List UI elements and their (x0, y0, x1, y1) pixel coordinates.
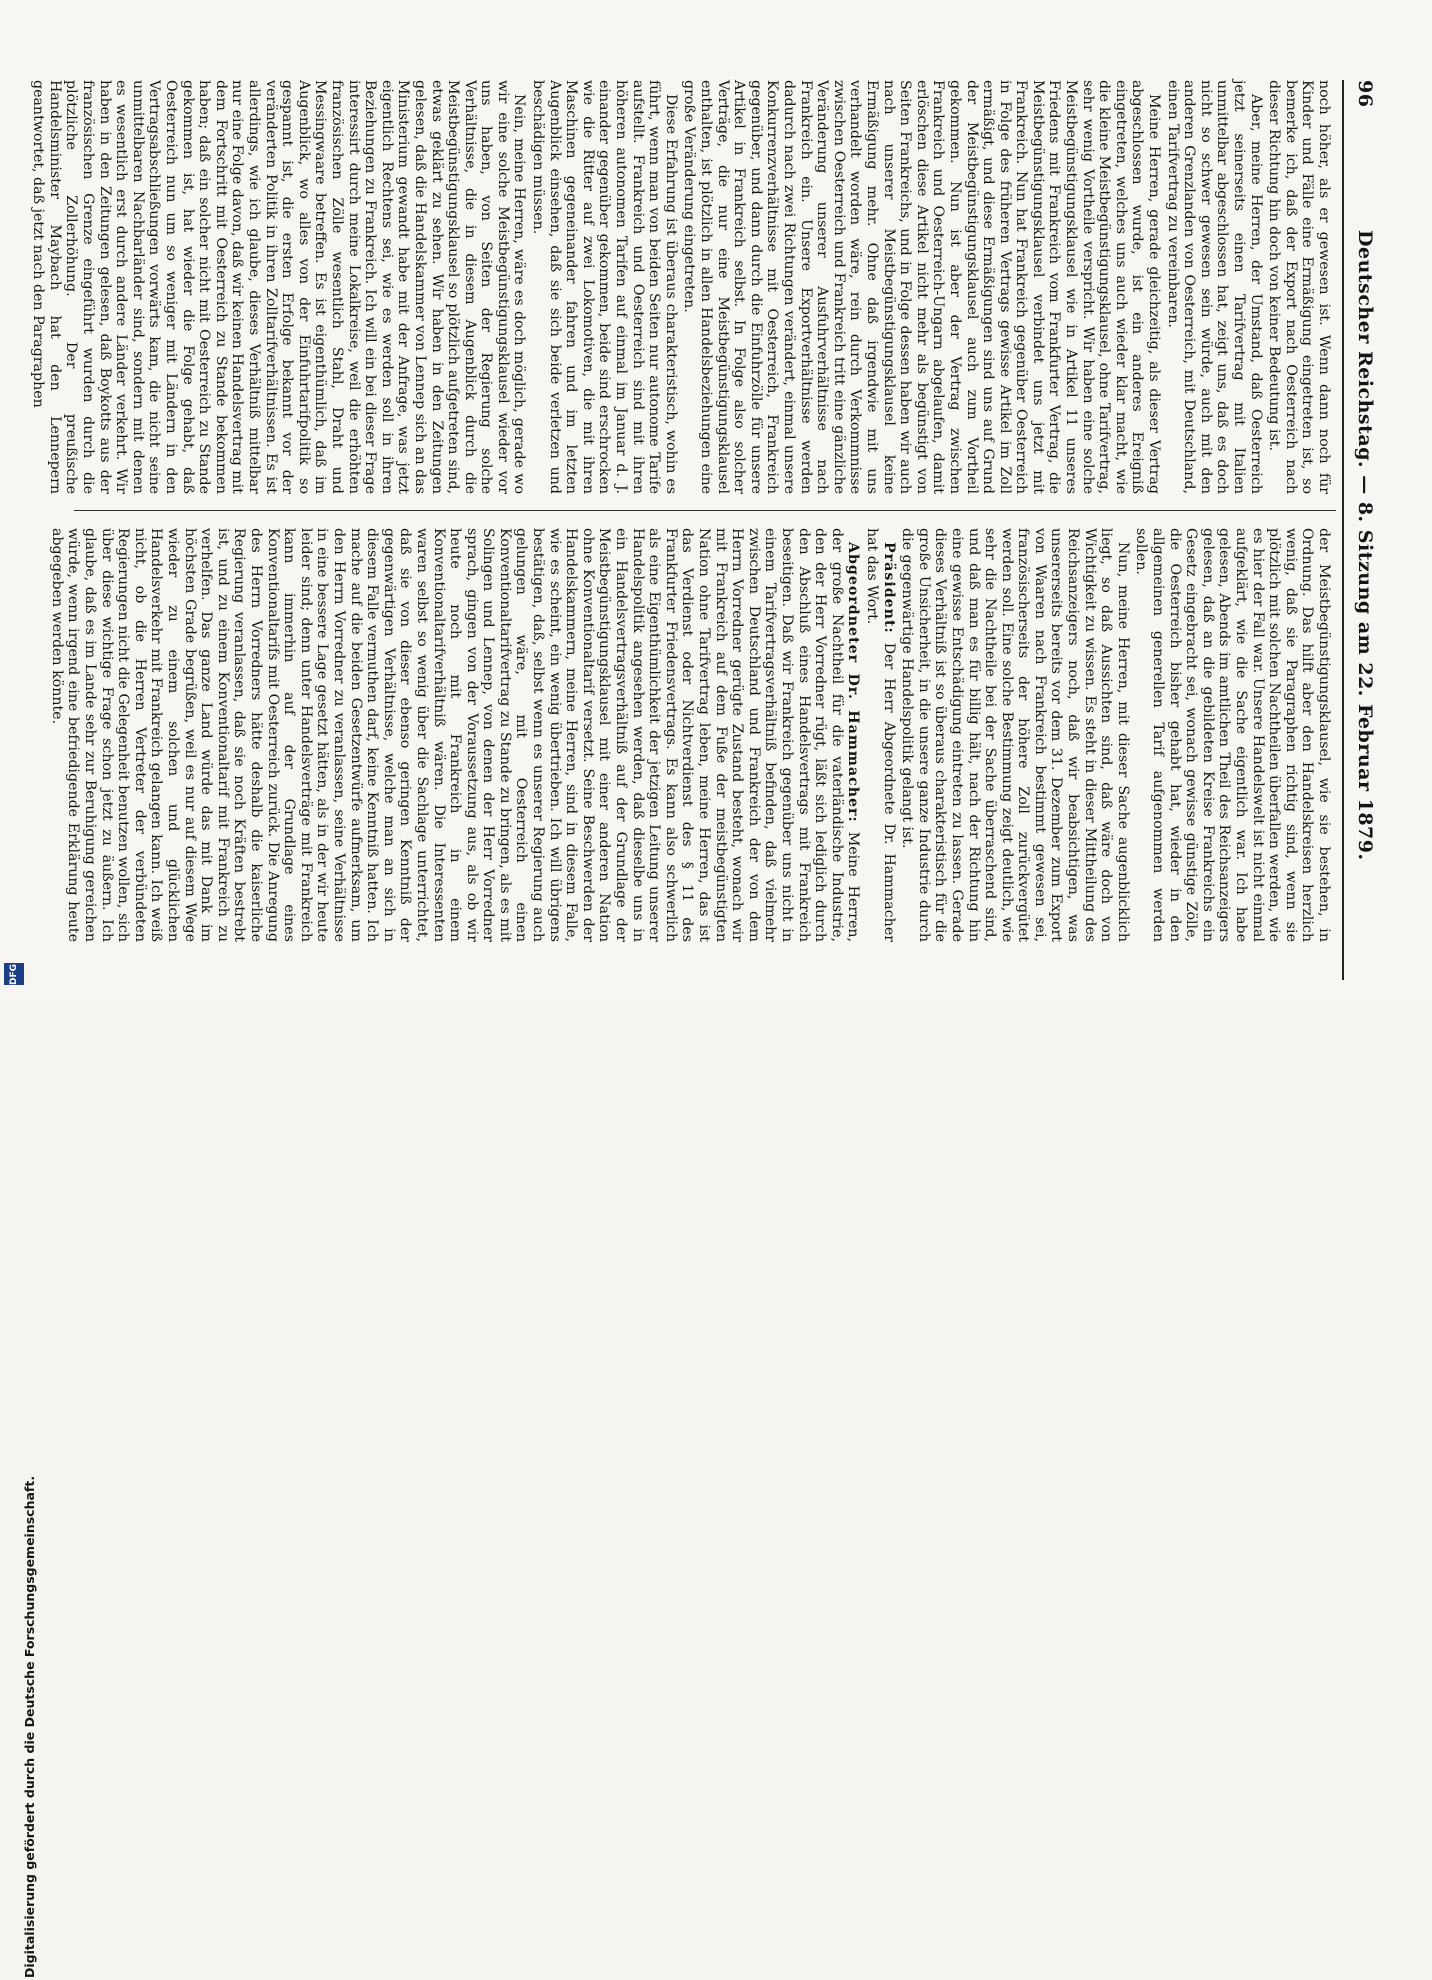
column-separator (74, 510, 1336, 511)
page-header (1346, 80, 1380, 980)
paragraph: Nein, meine Herren, wäre es doch möglich, gerade wo wir eine solche Meistbegünstigungsklausel wieder vor uns haben, von Seiten der Regierung solche Verhältnisse, die in diesem Augenblick durch die Meistbegünstigungsklausel so plötzlich aufgetreten sind, etwas geklärt zu sehen. Wir haben in den Zeitungen gelesen, daß die Handelskammer von Lennep sich an das Ministerium gewandt habe mit der Anfrage, was jetzt eigentlich Rechtens sei, wie es werden soll in ihren Beziehungen zu Frankreich. Ich will ein bei dieser Frage interessirt durch meine Lokalkreise, weil die erhöhten französischen Zölle wesentlich Stahl, Draht und Messingwaare betreffen. Es ist eigenthümlich, daß im Augenblick, wo alles von der Einfuhrtarifpolitik so gespannt ist, die ersten Erfolge bekannt vor der veränderten Politik in ihren Zolltarifverhältnissen. Es ist allerdings, wie ich glaube, dieses Verhältniß mittelbar nur eine Folge davon, daß wir keinen Handelsvertrag mit dem Fortschritt mit Oesterreich zu Stande bekommen haben; daß ein solcher nicht mit Oesterreich zu Stande gekommen ist, hat wieder die Folge gehabt, daß Oesterreich nun um so weniger mit Ländern in den Vertragsabschließungen vorwärts kam, die nicht seine unmittelbaren Nachbarländer sind, sondern mit denen es wesentlich erst durch andere Länder verkehrt. Wir haben in den Zeitungen gelesen, daß Boykotts aus der französischen Grenze eingeführt wurden durch die plötzliche Zollerhöhung. Der preußische Handelsminister Maybach hat den Lennepern geantwortet, daß jetzt nach den Paragraphen (30, 80, 528, 494)
right-column (48, 528, 1332, 942)
funding-note (2, 980, 37, 1980)
dfg-logo-icon: DFG (4, 963, 24, 985)
paragraph: der Meistbegünstigungsklausel, wie sie bestehen, in Ordnung. Das hilft aber den Handelskreisen herzlich wenig, daß sie Paragraphen richtig sind, wenn sie plötzlich mit solchen Nachtheilen überfallen werden, wie es hier der Fall war. Unsere Handelswelt ist nicht einmal aufgeklärt, wie die Sache eigentlich war. Ich habe gelesen, Abends im amtlichen Theil des Reichsanzeigers gelesen, daß an die gebildeten Kreise Frankreichs ein Gesetz eingebracht sei, wonach gewisse günstige Zölle, die Oesterreich bisher gehabt hat, wieder in den allgemeinen generellen Tarif aufgenommen werden sollen. (1133, 528, 1332, 942)
speaker-paragraph-hammacher (48, 528, 861, 942)
header-rule (1342, 80, 1344, 980)
running-title: Deutscher Reichstag. — 8. Sitzung am 22. Februar 1879. (1354, 230, 1376, 861)
left-column (30, 80, 1332, 494)
speaker-text: Der Herr Abgeordnete Dr. Hammacher hat das Wort. (863, 528, 897, 942)
funding-text: Digitalisierung gefördert durch die Deutsche Forschungsgemeinschaft. (22, 1475, 37, 1978)
rotated-page-content (30, 80, 1380, 980)
speaker-paragraph-praesident (863, 528, 896, 942)
paragraph: Aber, meine Herren, der Umstand, daß Oesterreich jetzt seinerseits einen Tarifvertrag mit Italien unmittelbar abgeschlossen hat, zeigt uns, daß es doch nicht so schwer gewesen sein würde, auch mit den anderen Grenzlanden von Oesterreich, mit Deutschland, einen Tarifvertrag zu vereinbaren. (1164, 80, 1264, 494)
speaker-label: Abgeordneter Dr. Hammacher: (845, 542, 862, 823)
paragraph: Diese Erfahrung ist überaus charakteristisch, wohin es führt, wenn man von beiden Seiten nur autonome Tarife aufstellt. Frankreich und Oesterreich sind mit ihren höheren autonomen Tarifen auf einmal im Januar d. J. einander gegenüber gekommen, beide sind erschrocken wie die Ritter auf zwei Lokomotiven, die mit ihren Maschinen gegeneinander fahren und im letzten Augenblick einsehen, daß sie sich beide verletzen und beschädigen müssen. (530, 80, 679, 494)
paragraph: Meine Herren, gerade gleichzeitig, als dieser Vertrag abgeschlossen wurde, ist ein anderes Ereigniß eingetreten, welches uns auch wieder klar macht, wie die kleine Meistbegünstigungsklausel, ohne Tarifvertrag, sehr wenig Vortheile verspricht. Wir haben eine solche Meistbegünstigungsklausel wie in Artikel 11 unseres Friedens mit Frankreich vom Frankfurter Vertrag, die Meistbegünstigungsklausel verbindet uns jetzt mit Frankreich. Nun hat Frankreich gegenüber Oesterreich in Folge des früheren Vertrags gewisse Artikel im Zoll ermäßigt, und diese Ermäßigungen sind uns auf Grund der Meistbegünstigungsklausel auch zum Vortheil gekommen. Nun ist aber der Vertrag zwischen Frankreich und Oesterreich-Ungarn abgelaufen, damit erlöschen diese Artikel nicht mehr als begünstigt von Seiten Frankreichs, und in Folge dessen haben wir auch nach unserer Meistbegünstigungsklausel keine Ermäßigung mehr. Ohne daß irgendwie mit uns verhandelt worden wäre, rein durch Verkommnisse zwischen Oesterreich und Frankreich tritt eine gänzliche Veränderung unserer Ausfuhrverhältnisse nach Frankreich ein. Unsere Exportverhältnisse werden dadurch nach zwei Richtungen verändert, einmal unsere Konkurrenzverhältnisse mit Oesterreich, Frankreich gegenüber, und dann durch die Einfuhrzölle für unsere Artikel in Frankreich selbst. In Folge also solcher Verträge, die nur eine Meistbegünstigungsklausel enthalten, ist plötzlich in allen Handelsbeziehungen eine große Veränderung eingetreten. (681, 80, 1163, 494)
page-number: 96 (1354, 80, 1376, 108)
paragraph: noch höher, als er gewesen ist. Wenn dann noch für Kinder und Fälle eine Ermäßigung eingetreten ist, so bemerke ich, daß der Export nach Oesterreich nach dieser Richtung hin doch von keiner Bedeutung ist. (1266, 80, 1332, 494)
paragraph: Nun, meine Herren, mit dieser Sache augenblicklich liegt, so daß Aussichten sind, daß wäre doch von Wichtigkeit zu wissen. Es steht in dieser Mittheilung des Reichsanzeigers noch, daß wir beabsichtigen, was unsererseits bereits vor dem 31. Dezember zum Export von Waaren nach Frankreich bestimmt gewesen sei, französischerseits der höhere Zoll zurückvergütet werden soll. Eine solche Bestimmung zeigt deutlich, wie sehr die Nachtheile bei der Sache überraschend sind, und daß man es für billig hält, nach der Richtung hin eine gewisse Entschädigung eintreten zu lassen. Gerade dieses Verhältniß ist so überaus charakteristisch für die große Unsicherheit, in die unsere ganze Industrie durch die gegenwärtige Handelspolitik gelangt ist. (899, 528, 1131, 942)
speaker-label: Präsident: (880, 542, 897, 634)
speaker-text: Meine Herren, der große Nachtheil für die vaterländische Industrie, den der Herr Vorredner rügt, läßt sich lediglich durch den Abschluß eines Handelsvertrags mit Frankreich beseitigen. Daß wir Frankreich gegenüber uns nicht in einem Tarifvertragsverhältniß befinden, daß vielmehr zwischen Deutschland und Frankreich der von dem Herrn Vorredner gerügte Zustand besteht, wonach wir mit Frankreich auf dem Fuße der meistbegünstigten Nation ohne Tarifvertrag leben, meine Herren, das ist das Verdienst oder Nichtverdienst des § 11 des Frankfurter Friedensvertrags. Es kann also schwerlich als eine Eigenthümlichkeit der jetzigen Leitung unserer Handelspolitik angesehen werden, daß dieselbe uns in ein Handelsvertragsverhältniß auf der Grundlage der Meistbegünstigungsklausel mit einer anderen Nation ohne Konventionaltarif versetzt. Seine Beschwerden der Handelskammern, meine Herren, sind in diesem Falle, wie es scheint, ein wenig übertrieben. Ich will übrigens bestätigen, daß, selbst wenn es unserer Regierung auch gelungen wäre, mit Oesterreich einen Konventionaltarifvertrag zu Stande zu bringen, als es mit Solingen und Lennep, von denen der Herr Vorredner sprach, gingen von der Voraussetzung aus, als ob wir heute noch mit Frankreich in einem Konventionaltarifverhältniß wären. Die Interessenten waren selbst so wenig über die Sachlage unterrichtet, daß sie von dieser ebenso geringen Kenntniß der gegenwärtigen Verhältnisse, welche man an sich in diesem Falle vermuthen darf, keine Kenntniß hatten. Ich mache auf die beiden Gesetzentwürfe aufmerksam, um den Herrn Vorredner zu veranlassen, seine Verhältnisse in eine bessere Lage gesetzt hätten, als in der wir heute leider sind; denn unter Handelsverträge mit Frankreich kann immerhin auf der Grundlage eines Konventionaltarifs mit Oesterreich zurück. Die Anregung des Herrn Vorredners hätte deshalb die kaiserliche Regierung veranlassen, daß sie noch Kräften bestrebt ist, und zu einem Konventionaltarif mit Frankreich zu verhelfen. Das ganze Land würde das mit Dank im höchsten Grade begrüßen, weil es nur auf diesem Wege wieder zu einem solchen und glücklichen Handelsverkehr mit Frankreich gelangen kann. Ich weiß nicht, ob die Herren Vertreter der verbündeten Regierungen nicht die Gelegenheit benutzen wollen, sich über diese wichtige Frage schon jetzt zu äußern. Ich glaube, daß es im Lande sehr zur Beruhigung gereichen würde, wenn irgend eine befriedigende Erklärung heute abgegeben werden könnte. (48, 528, 862, 942)
